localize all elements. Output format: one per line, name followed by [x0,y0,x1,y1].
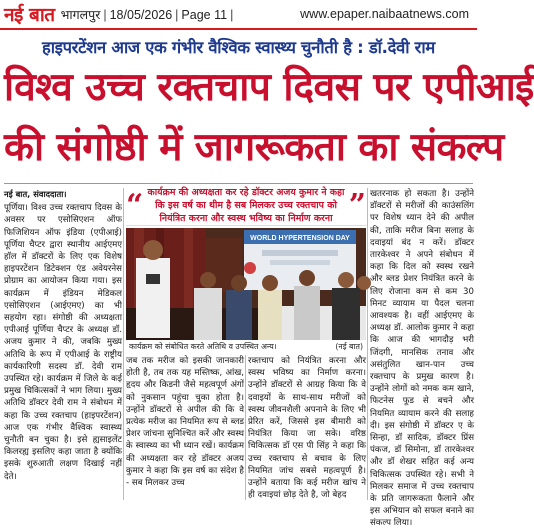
column-1-text: पूर्णिया। विश्व उच्च रक्तचाप दिवस के अवसर पर एसोसिएशन ऑफ फिजिशियन ऑफ इंडिया (एपीआई) पूर्णिया चैप्टर द्वारा स्थानीय आईएमए हॉल में डॉक्टरों के लिए एक विशेष हाइपरटेंशन डिटेक्शन एंड अवेयरनेस प्रोग्राम का आयोजन किया गया। इस कार्यक्रम में इंडियन मेडिकल एसोसिएशन (आईएमए) का भी सहयोग रहा। संगोष्ठी की अध्यक्षता एपीआई पूर्णिया चैप्टर के अध्यक्ष डॉ. अजय कुमार ने की, जबकि मुख्य अतिथि के रूप में एपीआई के राष्ट्रीय कार्यकारिणी सदस्य डॉ. देवी राम उपस्थित रहे। कार्यक्रम में जिले के कई प्रमुख चिकित्सकों ने भाग लिया। मुख्य अतिथि डॉक्टर देवी राम ने संबोधन में कहा कि उच्च रक्तचाप (हाइपरटेंशन) आज एक गंभीर वैश्विक स्वास्थ्य चुनौती बन चुका है। इसे ह्यसाइलेंट किलरह्य इसलिए कहा जाता है क्योंकि इसके शुरुआती लक्षण दिखाई नहीं देते। [4,203,122,482]
open-quote-icon: “ [126,187,144,223]
edition-meta: भागलपुर | 18/05/2026 | Page 11 | [60,7,234,22]
byline: नई बात, संवाददाता। [4,189,67,199]
pull-quote [126,186,366,226]
close-quote-icon: ” [348,187,366,223]
article-column-4: खतरनाक हो सकता है। उन्होंने डॉक्टरों से मरीजों की काउंसलिंग पर विशेष ध्यान देने की अपील की, ताकि मरीज बिना सलाह के दवाइयां बंद न करें। डॉक्टर तारकेश्वर ने अपने संबोधन में कहा कि दिल को स्वस्थ रखने और ब्लड प्रेशर नियंत्रित करने के लिए रोजाना कम से कम 30 मिनट व्यायाम या पैदल चलना आवश्यक है। वहीं आईएमए के अध्यक्ष डॉ. आलोक कुमार ने कहा कि आज की भागदौड़ भरी जिंदगी, मानसिक तनाव और असंतुलित खान-पान उच्च रक्तचाप के प्रमुख कारण है। उन्होंने लोगों को नमक कम खाने, फिटनेस फूड से बचने और नियमित व्यायाम करने की सलाह दी। इस संगोष्ठी में डॉक्टर ए के सिन्हा, डॉ सादिक, डॉक्टर प्रिंस पंकज, डॉ सिमोना, डॉ तारकेश्वर और डॉ शेखर सहित कई अन्य चिकित्सक उपस्थित रहे। सभी ने मिलकर समाज में उच्च रक्तचाप के प्रति जागरूकता फैलाने और इस अभियान को सफल बनाने का संकल्प लिया। [370,189,474,529]
event-photo [126,228,366,340]
article-kicker: हाइपरटेंशन आज एक गंभीर वैश्विक स्वास्थ्य चुनौती है : डॉ.देवी राम [42,38,435,57]
edition-date: 18/05/2026 [109,7,173,22]
column-divider [245,355,246,500]
headline-divider [4,183,473,184]
headline-line-2: की संगोष्ठी में जागरूकता का संकल्प [4,125,504,170]
photo-caption [126,340,366,353]
masthead [0,0,477,28]
pull-quote-text: कार्यक्रम की अध्यक्षता कर रहे डॉक्टर अजय कुमार ने कहा कि इस वर्ष का थीम है सब मिलकर उच्च रक्तचाप को नियंत्रित करना और स्वस्थ भविष्य का निर्माण करना [147,187,345,224]
column-divider [123,188,124,500]
edition-city: भागलपुर [60,7,101,22]
website-link[interactable]: www.epaper.naibaatnews.com [300,7,469,21]
article-column-1 [4,188,122,500]
headline-line-1: विश्व उच्च रक्तचाप दिवस पर एपीआई [4,65,534,110]
article-column-2: जब तक मरीज को इसकी जानकारी होती है, तब तक यह मस्तिष्क, आंख, हृदय और किडनी जैसे महत्वपूर्ण अंगों को नुकसान पहुंचा चुका होता है। उन्होंने डॉक्टरों से अपील की कि वे प्रत्येक मरीज का नियमित रूप से ब्लड प्रेशर जांचना सुनिश्चित करें और स्वस्थ के स्वास्थ्य का भी ध्यान रखें। कार्यक्रम की अध्यक्षता कर रहे डॉक्टर अजय कुमार ने कहा कि इस वर्ष का संदेश है - सब मिलकर उच्च [126,356,244,489]
column-divider [367,188,368,500]
article-column-3: रक्तचाप को नियंत्रित करना और स्वस्थ भविष्य का निर्माण करना। उन्होंने डॉक्टरों से आग्रह किया कि वे दवाइयों के साथ-साथ मरीजों को स्वस्थ जीवनशैली अपनाने के लिए भी प्रेरित करें, जिससे इस बीमारी को नियंत्रित किया जा सके। वरिष्ठ चिकित्सक डॉ एस पी सिंह ने कहा कि उच्च रक्तचाप से बचाव के लिए नियमित जांच सबसे महत्वपूर्ण है। उन्होंने बताया कि कई मरीज खांच ने ही दवाइयां छोड़ देते है, जो बेहद [248,356,366,501]
newspaper-logo: नई बात [4,4,55,26]
banner-text: WORLD HYPERTENSION DAY [250,235,350,242]
photo-credit: (नई बात) [335,342,363,351]
masthead-divider [0,28,477,30]
photo-caption-text: कार्यक्रम को संबोधित करते अतिथि व उपस्थित अन्य। [129,342,277,351]
page-number: Page 11 [181,7,228,22]
